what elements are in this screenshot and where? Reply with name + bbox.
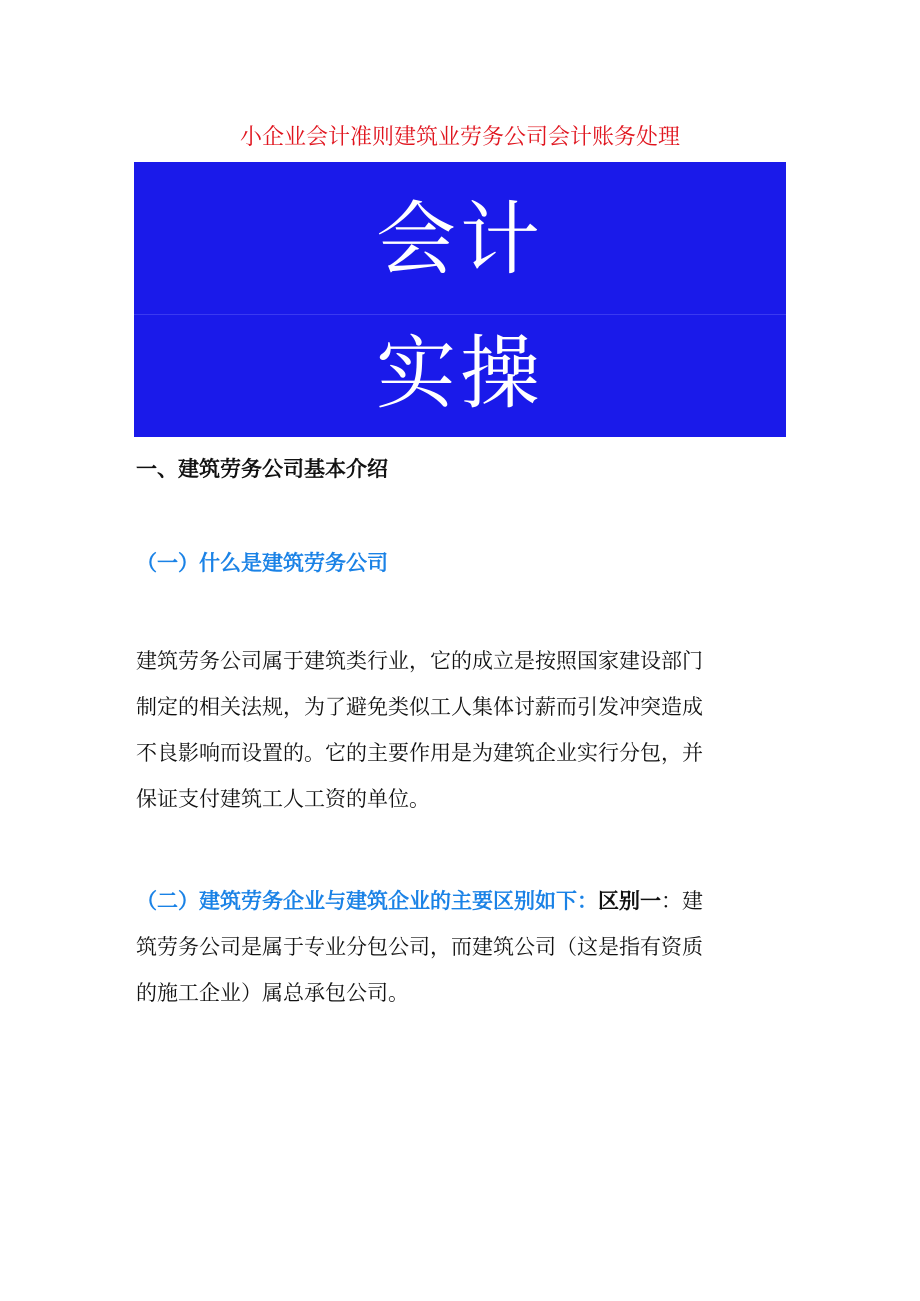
paragraph-1 — [136, 638, 786, 822]
banner-line-2: 实操 — [376, 327, 544, 420]
banner — [134, 162, 786, 437]
section-heading: 一、建筑劳务公司基本介绍 — [136, 457, 388, 481]
sub-heading-1: （一）什么是建筑劳务公司 — [136, 551, 388, 575]
difference-label: 区别一 — [598, 889, 661, 913]
paragraph-1-line: 保证支付建筑工人工资的单位。 — [136, 787, 430, 811]
paragraph-2-line: 的施工企业）属总承包公司。 — [136, 981, 409, 1005]
difference-colon: ： — [661, 889, 682, 913]
banner-divider — [134, 314, 786, 315]
paragraph-2 — [136, 878, 786, 1016]
document-title: 小企业会计准则建筑业劳务公司会计账务处理 — [239, 125, 680, 150]
paragraph-2-first-line-rest: 建 — [682, 889, 703, 913]
paragraph-2-line: 筑劳务公司是属于专业分包公司，而建筑公司（这是指有资质 — [136, 935, 703, 959]
paragraph-2-first-line — [136, 878, 786, 924]
paragraph-1-line: 不良影响而设置的。它的主要作用是为建筑企业实行分包，并 — [136, 741, 703, 765]
paragraph-1-line: 制定的相关法规，为了避免类似工人集体讨薪而引发冲突造成 — [136, 695, 703, 719]
sub-heading-2: （二）建筑劳务企业与建筑企业的主要区别如下： — [136, 889, 598, 913]
paragraph-1-line: 建筑劳务公司属于建筑类行业，它的成立是按照国家建设部门 — [136, 649, 703, 673]
banner-line-1: 会计 — [376, 193, 544, 286]
